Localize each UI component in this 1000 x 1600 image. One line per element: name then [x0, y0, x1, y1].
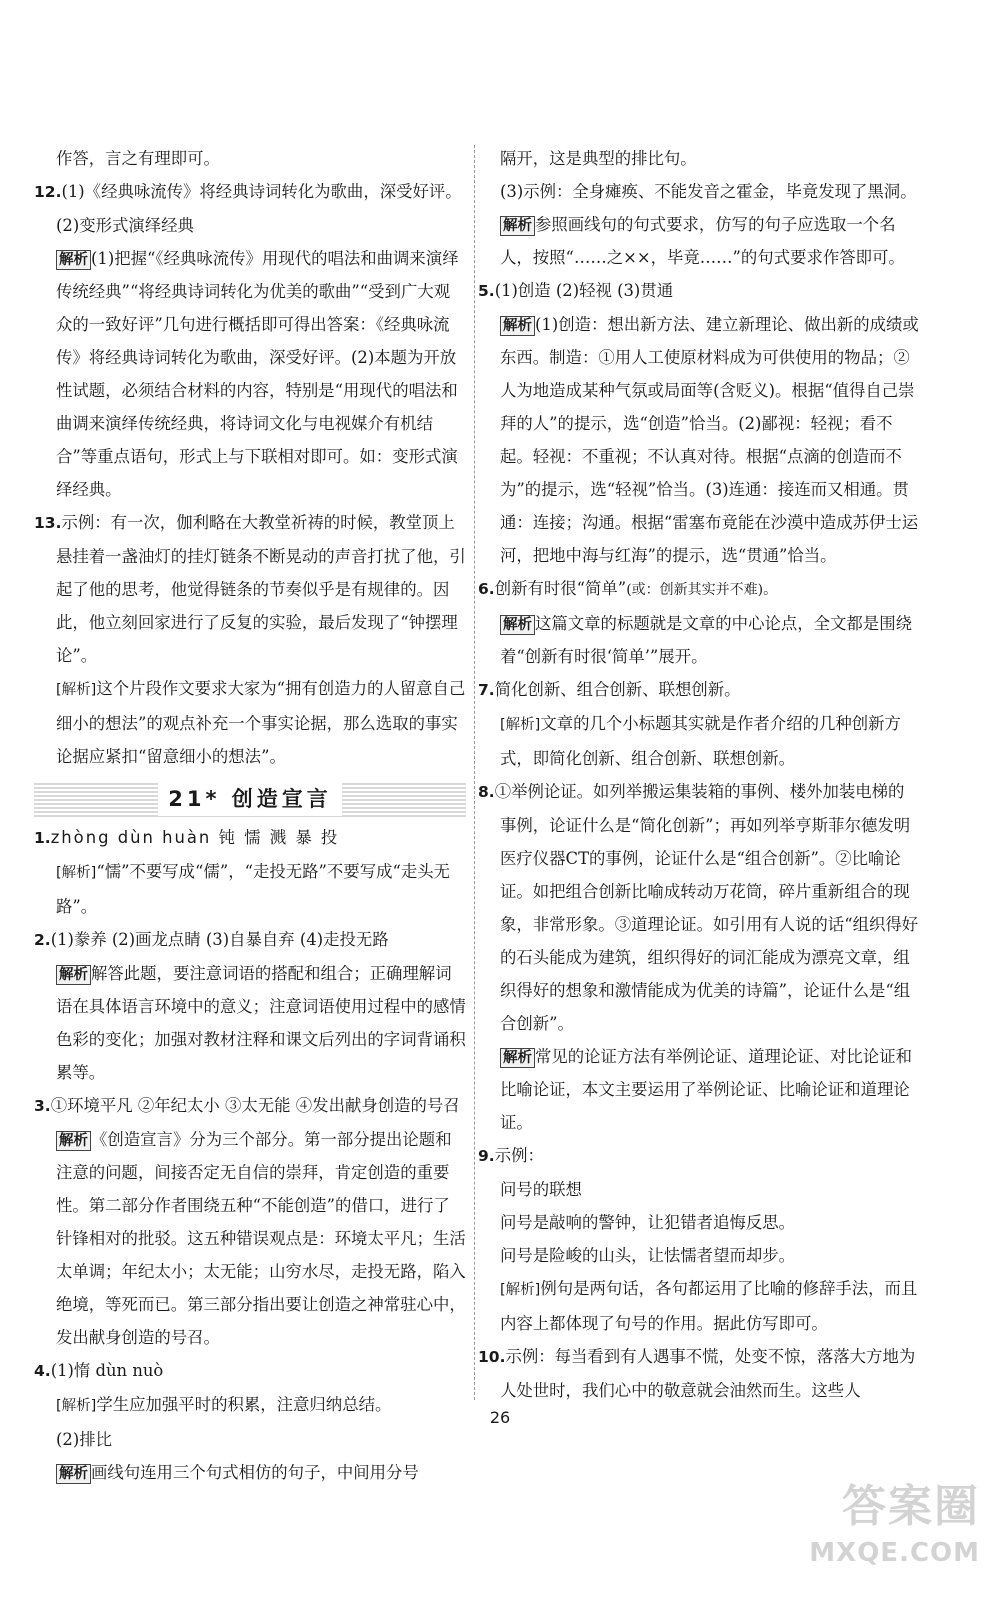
question-9 — [478, 1139, 920, 1173]
question-number: 4. — [34, 1362, 51, 1380]
answer-note: (或：创新其实并不难)。 — [626, 582, 778, 598]
analysis-text: 这个片段作文要求大家为“拥有创造力的人留意自己细小的想法”的观点补充一个事实论据，那么选取的事实论据应紧扣“留意细小的想法”。 — [56, 679, 466, 766]
answer-text: (2)变形式演绎经典 — [56, 216, 194, 235]
analysis-label: 解析 — [500, 615, 535, 635]
analysis-label: 解析 — [505, 1282, 535, 1298]
analysis — [34, 242, 466, 506]
answer-text: (1)《经典咏流传》将经典诗词转化为歌曲，深受好评。 — [61, 182, 462, 201]
answer-text: 问号的联想 — [500, 1180, 582, 1199]
analysis-text: “懦”不要写成“儒”，“走投无路”不要写成“走头无路”。 — [56, 862, 451, 916]
analysis-text: 解答此题，要注意词语的搭配和组合；正确理解词语在具体语言环境中的意义；注意词语使用过程中的感情色彩的变化；加强对教材注释和课文后列出的字词背诵积累等。 — [56, 964, 466, 1082]
answer-text: (3)示例：全身瘫痪、不能发音之霍金，毕竟发现了黑洞。 — [500, 182, 917, 201]
question-number: 13. — [34, 514, 62, 532]
analysis-text: 例句是两句话，各句都运用了比喻的修辞手法，而且内容上都体现了句号的作用。据此仿写即可。 — [500, 1279, 918, 1333]
answer-text: 简化创新、组合创新、联想创新。 — [494, 680, 741, 699]
analysis — [34, 957, 466, 1089]
watermark-text: 答案圈 — [842, 1481, 980, 1532]
analysis-text: (1)把握“《经典咏流传》用现代的唱法和曲调来演绎传统经典”“将经典诗词转化为优美的歌曲”“受到广大观众的一致好评”几句进行概括即可得出答案：《经典咏流传》将经典诗词转化为歌曲，深受好评。(2)本题为开放性试题，必须结合材料的内容，特别是“用现代的唱法和曲调来演绎传统经典，将诗词文化与电视媒介有机结合”等重点语句，形式上与下联相对即可。如：变形式演绎经典。 — [56, 249, 459, 499]
column-divider — [474, 145, 475, 1400]
answer-text: 示例： — [494, 1146, 544, 1165]
question-8 — [478, 775, 920, 1040]
analysis-label: 解析 — [61, 682, 91, 698]
question-number: 12. — [34, 183, 62, 201]
analysis-text: 常见的论证方法有举例论证、道理论证、对比论证和比喻论证，本文主要运用了举例论证、比喻论证和道理论证。 — [500, 1047, 912, 1132]
answer-text: 示例：有一次，伽利略在大教堂祈祷的时候，教堂顶上悬挂着一盏油灯的挂灯链条不断晃动的声音打扰了他，引起了他的思考，他觉得链条的节奏似乎是有规律的。因此，他立刻回家进行了反复的实验，最后发现了“钟摆理论”。 — [56, 513, 466, 665]
analysis-label: 解析 — [61, 865, 91, 881]
answer-text: (1)创造 (2)轻视 (3)贯通 — [494, 281, 674, 300]
analysis: [解析]例句是两句话，各句都运用了比喻的修辞手法，而且内容上都体现了句号的作用。据此仿写即可。 — [500, 1279, 918, 1333]
answer-continuation: 隔开，这是典型的排比句。 — [500, 149, 697, 168]
question-number: 10. — [478, 1348, 506, 1366]
section-title: 21* 创造宣言 — [158, 783, 342, 816]
analysis-label: 解析 — [500, 216, 535, 236]
analysis — [34, 1456, 466, 1489]
analysis-label: 解析 — [56, 1131, 91, 1151]
question-3 — [34, 1089, 466, 1123]
analysis-label: 解析 — [56, 250, 91, 270]
answer-text: 问号是敲响的警钟，让犯错者追悔反思。 — [500, 1213, 796, 1232]
left-column — [34, 142, 466, 1489]
analysis-text: (1)创造：想出新方法、建立新理论、做出新的成绩或东西。制造：①用人工使原材料成为可供使用的物品；②人为地造成某种气氛或局面等(含贬义)。根据“值得自己崇拜的人”的提示，选“创造”恰当。(2)鄙视：轻视；看不起。轻视：不重视；不认真对待。根据“点滴的创造而不为”的提示，选“轻视”恰当。(3)连通：接连而又相通。贯通：连接；沟通。根据“雷塞布竟能在沙漠中造成苏伊士运河，把地中海与红海”的提示，选“贯通”恰当。 — [500, 315, 919, 565]
analysis-label: 解析 — [56, 1464, 91, 1484]
question-2 — [34, 923, 466, 957]
analysis-text: 参照画线句的句式要求，仿写的句子应选取一个名人，按照“……之××，毕竟……”的句式要求作答即可。 — [500, 215, 905, 267]
question-number: 7. — [478, 681, 495, 699]
analysis: [解析]文章的几个小标题其实就是作者介绍的几种创新方式，即简化创新、组合创新、联想创新。 — [500, 714, 901, 768]
analysis: [解析]这个片段作文要求大家为“拥有创造力的人留意自己细小的想法”的观点补充一个事实论据，那么选取的事实论据应紧扣“留意细小的想法”。 — [56, 679, 466, 766]
question-number: 1. — [34, 829, 51, 847]
analysis-label: 解析 — [505, 717, 535, 733]
question-number: 2. — [34, 931, 51, 949]
watermark-logo — [785, 1470, 980, 1580]
analysis-label: 解析 — [56, 965, 91, 985]
analysis — [500, 308, 920, 572]
analysis-text: 《创造宣言》分为三个部分。第一部分提出论题和注意的问题，间接否定无自信的崇拜，肯定创造的重要性。第二部分作者围绕五种“不能创造”的借口，进行了针锋相对的批驳。这五种错误观点是：环境太平凡；生活太单调；年纪太小；太无能；山穷水尽，走投无路，陷入绝境，等死而已。第三部分指出要让创造之神常驻心中，发出献身创造的号召。 — [56, 1130, 466, 1347]
question-10 — [478, 1340, 920, 1407]
analysis — [34, 1123, 466, 1354]
analysis-label: 解析 — [61, 1398, 91, 1414]
answer-text: zhòng dùn huàn 钝 懦 溅 暴 投 — [50, 828, 340, 847]
answer-text: 问号是险峻的山头，让怯懦者望而却步。 — [500, 1246, 796, 1265]
section-banner — [34, 781, 466, 817]
analysis — [500, 208, 920, 274]
answer-continuation: 作答，言之有理即可。 — [56, 149, 220, 168]
analysis — [500, 1040, 920, 1139]
analysis: [解析]学生应加强平时的积累，注意归纳总结。 — [56, 1395, 392, 1414]
question-1 — [34, 821, 466, 855]
analysis — [500, 607, 920, 673]
right-column — [478, 142, 920, 1407]
analysis-label: 解析 — [500, 1048, 535, 1068]
question-number: 3. — [34, 1097, 51, 1115]
analysis-label: 解析 — [500, 316, 535, 336]
page-number: 26 — [489, 1408, 511, 1427]
question-7 — [478, 673, 920, 707]
analysis-text: 这篇文章的标题就是文章的中心论点，全文都是围绕着“创新有时很‘简单’”展开。 — [500, 614, 912, 666]
analysis-text: 画线句连用三个句式相仿的句子，中间用分号 — [91, 1463, 419, 1482]
answer-text: ①环境平凡 ②年纪太小 ③太无能 ④发出献身创造的号召 — [50, 1096, 460, 1115]
analysis: [解析]“懦”不要写成“儒”，“走投无路”不要写成“走头无路”。 — [56, 862, 451, 916]
answer-text: (2)排比 — [56, 1430, 112, 1449]
watermark-url: MXQE.COM — [809, 1538, 980, 1568]
answer-text: 创新有时很“简单” — [494, 579, 627, 598]
question-5 — [478, 274, 920, 308]
answer-text: (1)惰 dùn nuò — [50, 1361, 164, 1380]
analysis-text: 文章的几个小标题其实就是作者介绍的几种创新方式，即简化创新、组合创新、联想创新。 — [500, 714, 901, 768]
question-6 — [478, 572, 920, 607]
question-number: 5. — [478, 282, 495, 300]
question-number: 8. — [478, 783, 495, 801]
answer-text: ①举例论证。如列举搬运集装箱的事例、楼外加装电梯的事例，论证什么是“简化创新”；再如列举亨斯菲尔德发明医疗仪器CT的事例，论证什么是“组合创新”。②比喻论证。如把组合创新比喻成转动万花筒，碎片重新组合的现象，非常形象。③道理论证。如引用有人说的话“组织得好的石头能成为建筑，组织得好的词汇能成为漂亮文章，组织得好的想象和激情能成为优美的诗篇”，论证什么是“组合创新”。 — [494, 782, 919, 1033]
question-4 — [34, 1354, 466, 1388]
question-13 — [34, 506, 466, 672]
answer-text: 示例：每当看到有人遇事不慌，处变不惊，落落大方地为人处世时，我们心中的敬意就会油然而生。这些人 — [500, 1347, 916, 1400]
question-number: 6. — [478, 580, 495, 598]
answer-text: (1)豢养 (2)画龙点睛 (3)自暴自弃 (4)走投无路 — [50, 930, 389, 949]
question-number: 9. — [478, 1147, 495, 1165]
analysis-text: 学生应加强平时的积累，注意归纳总结。 — [96, 1395, 392, 1414]
question-12 — [34, 175, 466, 209]
